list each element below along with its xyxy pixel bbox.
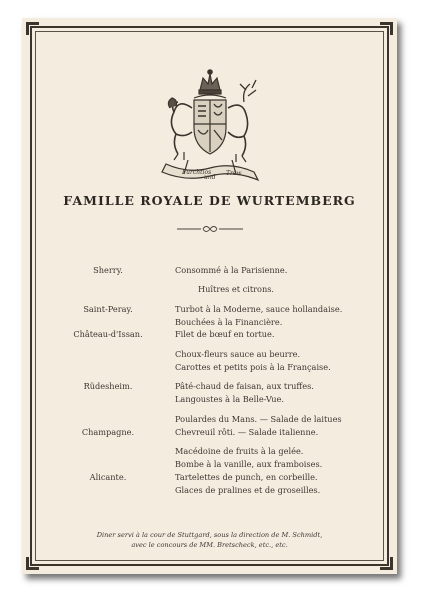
corner-ornament [26, 557, 39, 570]
divider-ornament-icon [177, 223, 243, 235]
corner-ornament [380, 22, 393, 35]
motto-word: Furchtlos [182, 169, 212, 176]
dish-item: Bouchées à la Financière. [175, 317, 283, 327]
dish-item: Filet de bœuf en tortue. [175, 329, 275, 339]
footer-note: avec le concours de MM. Bretscheck, etc., etc. [131, 541, 288, 549]
motto-word: Trew [226, 170, 242, 177]
corner-ornament [380, 557, 393, 570]
dish-item: Macédoine de fruits à la gelée. [175, 446, 304, 456]
dish-item: Pâté-chaud de faisan, aux truffes. [175, 381, 314, 391]
dish-item: Choux-fleurs sauce au beurre. [175, 349, 301, 359]
wine-label: Château-d'Issan. [73, 329, 143, 339]
wine-label: Sherry. [93, 265, 123, 275]
dish-item: Turbot à la Moderne, sauce hollandaise. [175, 304, 343, 314]
wine-label: Alicante. [89, 472, 127, 482]
coat-of-arms-icon [148, 68, 272, 184]
dish-item: Carottes et petits pois à la Française. [175, 362, 331, 372]
wine-label: Saint-Peray. [83, 304, 133, 314]
motto-word: und [204, 174, 216, 181]
dish-item: Huîtres et citrons. [198, 284, 275, 294]
dish-item: Consommé à la Parisienne. [175, 265, 288, 275]
wine-label: Rüdesheim. [83, 381, 133, 391]
footer-note: Diner servi à la cour de Stuttgard, sous la direction de M. Schmidt, [96, 531, 323, 539]
dish-item: Glaces de pralines et de groseilles. [175, 485, 321, 495]
menu-card [22, 18, 397, 574]
dish-item: Poulardes du Mans. — Salade de laitues [175, 414, 342, 424]
page-title: FAMILLE ROYALE DE WURTEMBERG [63, 193, 356, 208]
dish-item: Chevreuil rôti. — Salade italienne. [175, 427, 319, 437]
wine-label: Champagne. [81, 427, 135, 437]
dish-item: Tartelettes de punch, en corbeille. [175, 472, 318, 482]
dish-item: Langoustes à la Belle-Vue. [175, 394, 284, 404]
dish-item: Bombe à la vanille, aux framboises. [175, 459, 323, 469]
corner-ornament [26, 22, 39, 35]
